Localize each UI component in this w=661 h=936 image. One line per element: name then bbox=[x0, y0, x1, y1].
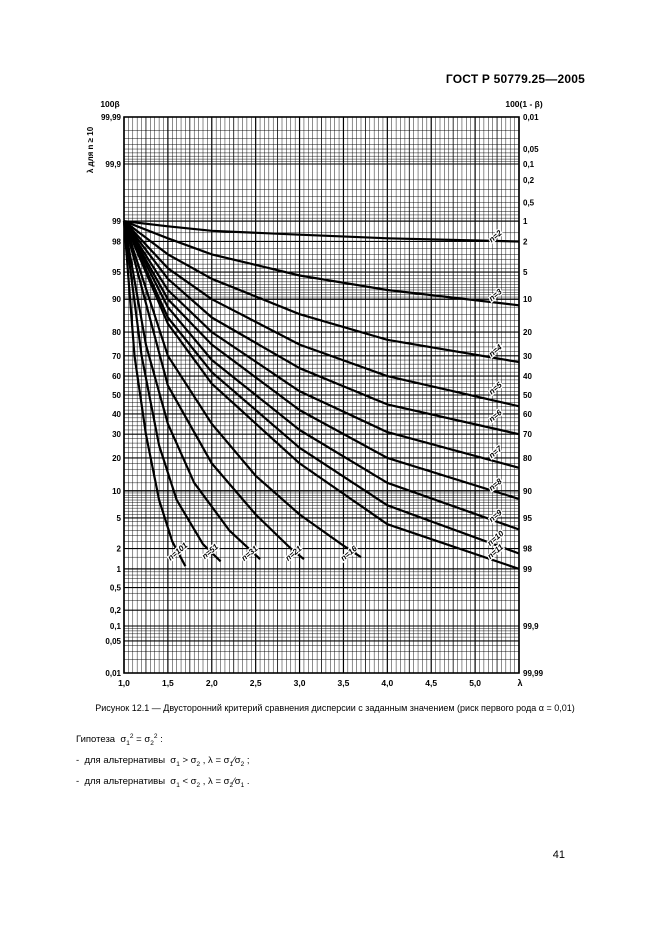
y-left-tick-label: 95 bbox=[112, 268, 121, 278]
notes-block bbox=[76, 728, 249, 794]
y-right-tick-label: 0,2 bbox=[523, 175, 535, 185]
curve-label: n=9 bbox=[487, 508, 504, 524]
curve-label: n=4 bbox=[487, 342, 504, 359]
y-right-tick-label: 2 bbox=[523, 237, 528, 247]
figure-caption: Рисунок 12.1 — Двусторонний критерий сравнения дисперсии с заданным значением (риск первого рода α = 0,01) bbox=[95, 703, 575, 713]
hypothesis-label: Гипотеза bbox=[76, 734, 116, 746]
y-left-tick-label: 30 bbox=[112, 430, 121, 440]
x-tick-label: 2,0 bbox=[205, 678, 218, 688]
y-left-tick-label: 2 bbox=[116, 544, 121, 554]
curve-label: n=3 bbox=[487, 287, 504, 304]
curve-label: n=21 bbox=[283, 543, 304, 563]
x-tick-label: 1,5 bbox=[161, 678, 174, 688]
y-right-tick-label: 40 bbox=[523, 372, 532, 382]
document-id: ГОСТ Р 50779.25—2005 bbox=[445, 72, 585, 86]
y-right-tick-label: 98 bbox=[523, 544, 532, 554]
curve-label: n=5 bbox=[487, 380, 504, 397]
y-right-tick-label: 80 bbox=[523, 453, 532, 463]
y-right-tick-label: 95 bbox=[523, 513, 532, 523]
y-right-tick-label: 90 bbox=[523, 486, 532, 496]
y-right-tick-label: 0,1 bbox=[523, 160, 535, 170]
y-left-tick-label: 0,05 bbox=[105, 636, 121, 646]
x-tick-label: 5,0 bbox=[469, 678, 482, 688]
y-left-tick-label: 10 bbox=[112, 486, 121, 496]
curve-label: n=8 bbox=[487, 476, 504, 493]
alternative-2-label: для альтернативы bbox=[84, 775, 166, 787]
hypothesis-formula: $\sigma_1^2 = \sigma_2^2$ : bbox=[117, 733, 163, 748]
curve-label: n=16 bbox=[338, 543, 359, 563]
x-tick-label: 4,0 bbox=[381, 678, 394, 688]
curve-label: n=10 bbox=[485, 528, 506, 548]
alternative-1-formula: $\sigma_1 > \sigma_2$ , $\lambda = \sigma_1⁄\sigma_2$ ; bbox=[167, 755, 250, 768]
y-right-tick-label: 0,5 bbox=[523, 198, 535, 208]
curve-label: n=31 bbox=[239, 543, 260, 563]
curve-label: n=101 bbox=[166, 540, 190, 563]
y-left-tick-label: 50 bbox=[112, 391, 121, 400]
y-left-tick-label: 5 bbox=[116, 513, 121, 523]
curve-label: n=2 bbox=[487, 228, 504, 245]
y-left-title: 100β bbox=[100, 99, 120, 109]
alternative-1-label: для альтернативы bbox=[84, 755, 166, 767]
x-tick-label: 4,5 bbox=[425, 678, 438, 688]
y-right-tick-label: 10 bbox=[523, 295, 532, 305]
y-right-tick-label: 0,01 bbox=[523, 113, 539, 122]
y-right-tick-label: 99 bbox=[523, 564, 532, 574]
x-tick-label: 2,5 bbox=[249, 678, 262, 688]
chart-grid bbox=[124, 117, 519, 673]
y-right-tick-label: 50 bbox=[523, 391, 532, 400]
x-tick-label: 3,0 bbox=[293, 678, 306, 688]
bullet-dash: - bbox=[76, 755, 80, 767]
y-right-tick-label: 5 bbox=[523, 268, 528, 278]
bullet-dash: - bbox=[76, 775, 80, 787]
curve-label: n=51 bbox=[200, 542, 221, 561]
y-right-tick-label: 60 bbox=[523, 409, 532, 419]
y-left-tick-label: 70 bbox=[112, 351, 121, 361]
y-left-tick-label: 99,99 bbox=[100, 113, 121, 122]
y-right-tick-label: 99,99 bbox=[523, 669, 544, 678]
page-number: 41 bbox=[552, 849, 565, 861]
y-left-tick-label: 0,1 bbox=[109, 621, 121, 631]
y-left-tick-label: 80 bbox=[112, 328, 121, 338]
alternative-2-formula: $\sigma_1 < \sigma_2$ , $\lambda = \sigma_2⁄\sigma_1$ . bbox=[167, 775, 250, 789]
y-left-tick-label: 20 bbox=[112, 453, 121, 463]
y-right-tick-label: 20 bbox=[523, 328, 532, 338]
y-right-title: 100(1 - β) bbox=[505, 99, 543, 109]
y-left-tick-label: 60 bbox=[112, 372, 121, 382]
curve-label: n=6 bbox=[487, 407, 504, 424]
y-left-tick-label: 99,9 bbox=[105, 160, 121, 170]
x-tick-label: 3,5 bbox=[337, 678, 350, 688]
alternative-1-line bbox=[76, 752, 249, 773]
y-left-side-title: λ для n ≥ 10 bbox=[86, 126, 95, 174]
hypothesis-line bbox=[76, 728, 249, 752]
y-left-tick-label: 0,2 bbox=[109, 606, 121, 616]
y-right-tick-label: 30 bbox=[523, 351, 532, 361]
y-right-tick-label: 99,9 bbox=[523, 621, 539, 631]
y-right-tick-label: 70 bbox=[523, 430, 532, 440]
y-left-tick-label: 98 bbox=[112, 237, 121, 247]
y-right-tick-label: 1 bbox=[523, 217, 528, 227]
y-left-tick-label: 1 bbox=[116, 564, 121, 574]
curve-label: n=7 bbox=[487, 444, 504, 461]
x-tick-label: 1,0 bbox=[118, 678, 130, 688]
y-left-tick-label: 0,5 bbox=[109, 583, 121, 593]
alternative-2-line bbox=[76, 773, 249, 794]
y-right-tick-label: 0,05 bbox=[523, 145, 539, 155]
y-left-tick-label: 0,01 bbox=[105, 669, 121, 678]
y-left-tick-label: 90 bbox=[112, 295, 121, 305]
y-left-tick-label: 99 bbox=[112, 217, 121, 227]
y-left-tick-label: 40 bbox=[112, 409, 121, 419]
curve-label: n=11 bbox=[485, 542, 506, 561]
x-axis-label: λ bbox=[517, 678, 523, 688]
